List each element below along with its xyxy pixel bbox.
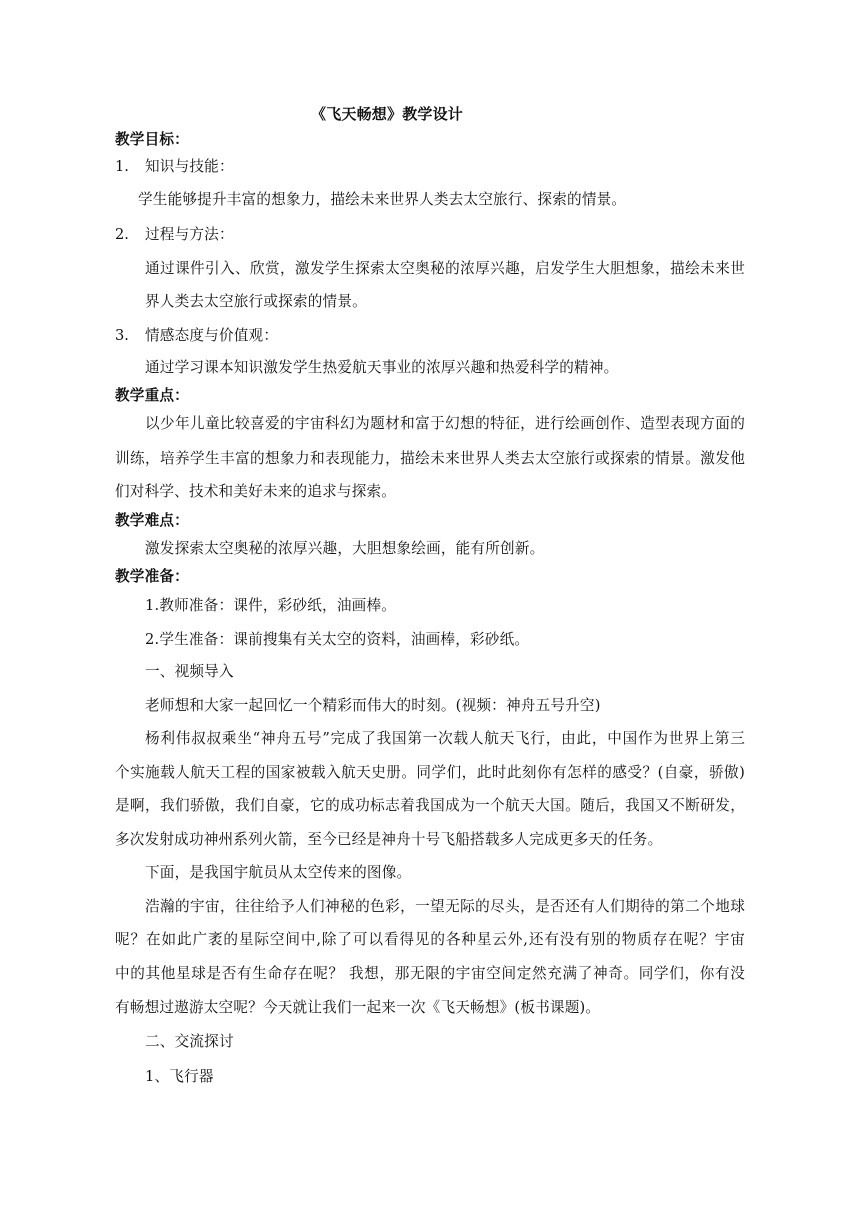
section-one-paragraph-2-line-3: 是啊，我们骄傲，我们自豪，它的成功标志着我国成为一个航天大国。随后，我国又不断研发，: [115, 797, 745, 814]
section-one-paragraph-4-line-3: 中的其他星球是否有生命存在呢？ 我想，那无限的宇宙空间定然充满了神奇。同学们，你有没: [115, 965, 745, 982]
objective-1-number: 1.: [115, 158, 129, 175]
section-two-sub-heading: 1、飞行器: [145, 1068, 214, 1085]
section-one-paragraph-4-line-4: 有畅想过遨游太空呢？今天就让我们一起来一次《飞天畅想》(板书课题)。: [115, 999, 601, 1016]
difficulties-text: 激发探索太空奥秘的浓厚兴趣，大胆想象绘画，能有所创新。: [145, 540, 545, 557]
objective-2-number: 2.: [115, 226, 129, 243]
key-points-line-1: 以少年儿童比较喜爱的宇宙科幻为题材和富于幻想的特征，进行绘画创作、造型表现方面的: [145, 415, 745, 432]
section-one-paragraph-2-line-4: 多次发射成功神州系列火箭，至今已经是神舟十号飞船搭载多人完成更多天的任务。: [115, 831, 663, 848]
section-one-paragraph-1: 老师想和大家一起回忆一个精彩而伟大的时刻。(视频：神舟五号升空): [145, 697, 601, 714]
objective-3-number: 3.: [115, 327, 129, 344]
section-one-heading: 一、视频导入: [145, 663, 234, 680]
section-one-paragraph-3: 下面，是我国宇航员从太空传来的图像。: [145, 864, 412, 881]
objective-2-text-line-2: 界人类去太空旅行或探索的情景。: [145, 293, 367, 310]
preparation-heading: 教学准备：: [115, 568, 189, 585]
key-points-line-2: 训练，培养学生丰富的想象力和表现能力，描绘未来世界人类去太空旅行或探索的情景。激发他: [115, 450, 745, 467]
preparation-student: 2.学生准备：课前搜集有关太空的资料，油画棒，彩砂纸。: [145, 631, 530, 648]
document-title: 《飞天畅想》教学设计: [311, 105, 464, 123]
preparation-teacher: 1.教师准备：课件，彩砂纸，油画棒。: [145, 597, 397, 614]
objective-3-label: 情感态度与价值观：: [145, 327, 279, 344]
difficulties-heading: 教学难点：: [115, 512, 189, 529]
section-one-paragraph-2-line-2: 个实施载人航天工程的国家被载入航天史册。同学们，此时此刻你有怎样的感受？(自豪，骄傲): [115, 764, 745, 781]
objective-3-text: 通过学习课本知识激发学生热爱航天事业的浓厚兴趣和热爱科学的精神。: [145, 359, 619, 376]
section-one-paragraph-2-line-1: 杨利伟叔叔乘坐“神舟五号”完成了我国第一次载人航天飞行，由此，中国作为世界上第三: [145, 730, 745, 747]
objectives-heading: 教学目标：: [115, 131, 189, 148]
objective-1-label: 知识与技能：: [145, 158, 234, 175]
key-points-heading: 教学重点：: [115, 387, 189, 404]
section-one-paragraph-4-line-2: 呢？在如此广袤的星际空间中,除了可以看得见的各种星云外,还有没有别的物质存在呢？宇宙: [115, 931, 745, 948]
section-two-heading: 二、交流探讨: [145, 1033, 234, 1050]
objective-2-label: 过程与方法：: [145, 226, 234, 243]
objective-1-text: 学生能够提升丰富的想象力，描绘未来世界人类去太空旅行、探索的情景。: [138, 191, 627, 208]
key-points-line-3: 们对科学、技术和美好未来的追求与探索。: [115, 483, 397, 500]
objective-2-text-line-1: 通过课件引入、欣赏，激发学生探索太空奥秘的浓厚兴趣，启发学生大胆想象，描绘未来世: [145, 260, 745, 277]
section-one-paragraph-4-line-1: 浩瀚的宇宙，往往给予人们神秘的色彩，一望无际的尽头，是否还有人们期待的第二个地球: [145, 898, 745, 915]
